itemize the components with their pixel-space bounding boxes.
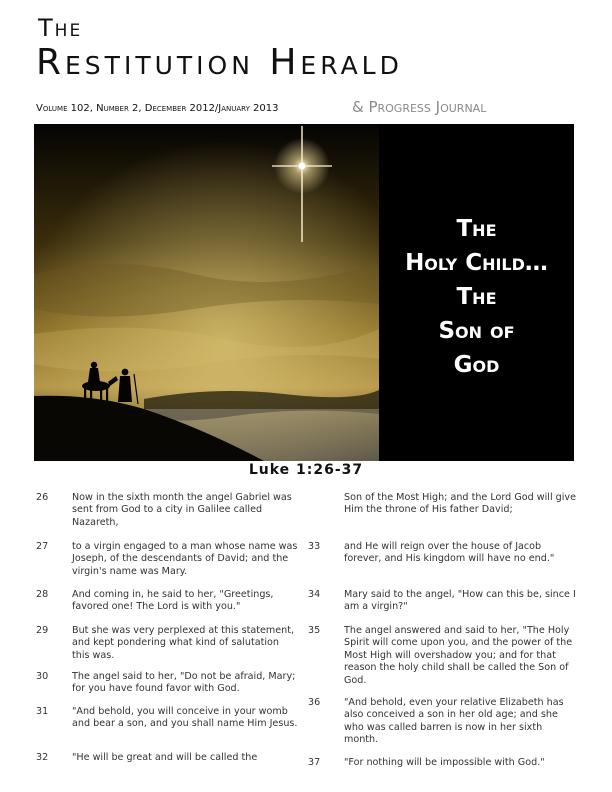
passage-reference: Luke 1:26-37 [248,462,364,478]
masthead-the: The [38,14,83,42]
verse-number: 33 [308,541,321,552]
verse-text: "And behold, you will conceive in your womb and bear a son, and you shall name Him Jesus. [72,706,298,730]
verse-number: 34 [308,589,321,600]
cover-title-line: The [456,216,497,242]
verse-text: "And behold, even your relative Elizabeth has also conceived a son in her old age; and she who was called barren is now in her sixth month. [344,697,564,746]
verse-text: "He will be great and will be called the [72,752,258,763]
verse-text: And coming in, he said to her, "Greetings, favored one! The Lord is with you." [72,589,274,613]
verse-number: 28 [36,589,49,600]
cover-photo [34,124,379,461]
verse-text: The angel said to her, "Do not be afraid, Mary; for you have found favor with God. [72,671,296,695]
verse-number: 31 [36,706,49,717]
masthead-title: Restitution Herald [36,42,403,83]
cover-title [379,212,574,382]
masthead-subtitle: & Progress Journal [352,98,487,116]
verse-text: Mary said to the angel, "How can this be, since I am a virgin?" [344,589,576,613]
cover-title-line: Holy Child… [405,250,548,276]
verse-number: 27 [36,541,49,552]
verse-number: 35 [308,625,321,636]
verse-text: The angel answered and said to her, "The Holy Spirit will come upon you, and the power of the Most High will overshadow you; and for that reason the holy child shall be called the Son of God. [344,625,573,686]
cover-title-line: God [453,352,500,378]
verse-number: 32 [36,752,49,763]
verse-text: to a virgin engaged to a man whose name was Joseph, of the descendants of David; and the virgin's name was Mary. [72,541,298,577]
verse-text: Now in the sixth month the angel Gabriel was sent from God to a city in Galilee called Nazareth, [72,492,292,528]
verse-number: 36 [308,697,321,708]
verse-text: Son of the Most High; and the Lord God will give Him the throne of His father David; [344,492,576,516]
cover-title-line: Son of [438,318,515,344]
cover-title-line: The [456,284,497,310]
verse-text: "For nothing will be impossible with God." [344,757,545,768]
volume-line: Volume 102, Number 2, December 2012/January 2013 [36,103,279,114]
verse-number: 30 [36,671,49,682]
cover-block [34,124,574,461]
verse-text: But she was very perplexed at this statement, and kept pondering what kind of salutation this was. [72,625,295,661]
verse-number: 29 [36,625,49,636]
verse-number: 26 [36,492,49,503]
verse-number: 37 [308,757,321,768]
verse-text: and He will reign over the house of Jacob forever, and His kingdom will have no end." [344,541,555,565]
